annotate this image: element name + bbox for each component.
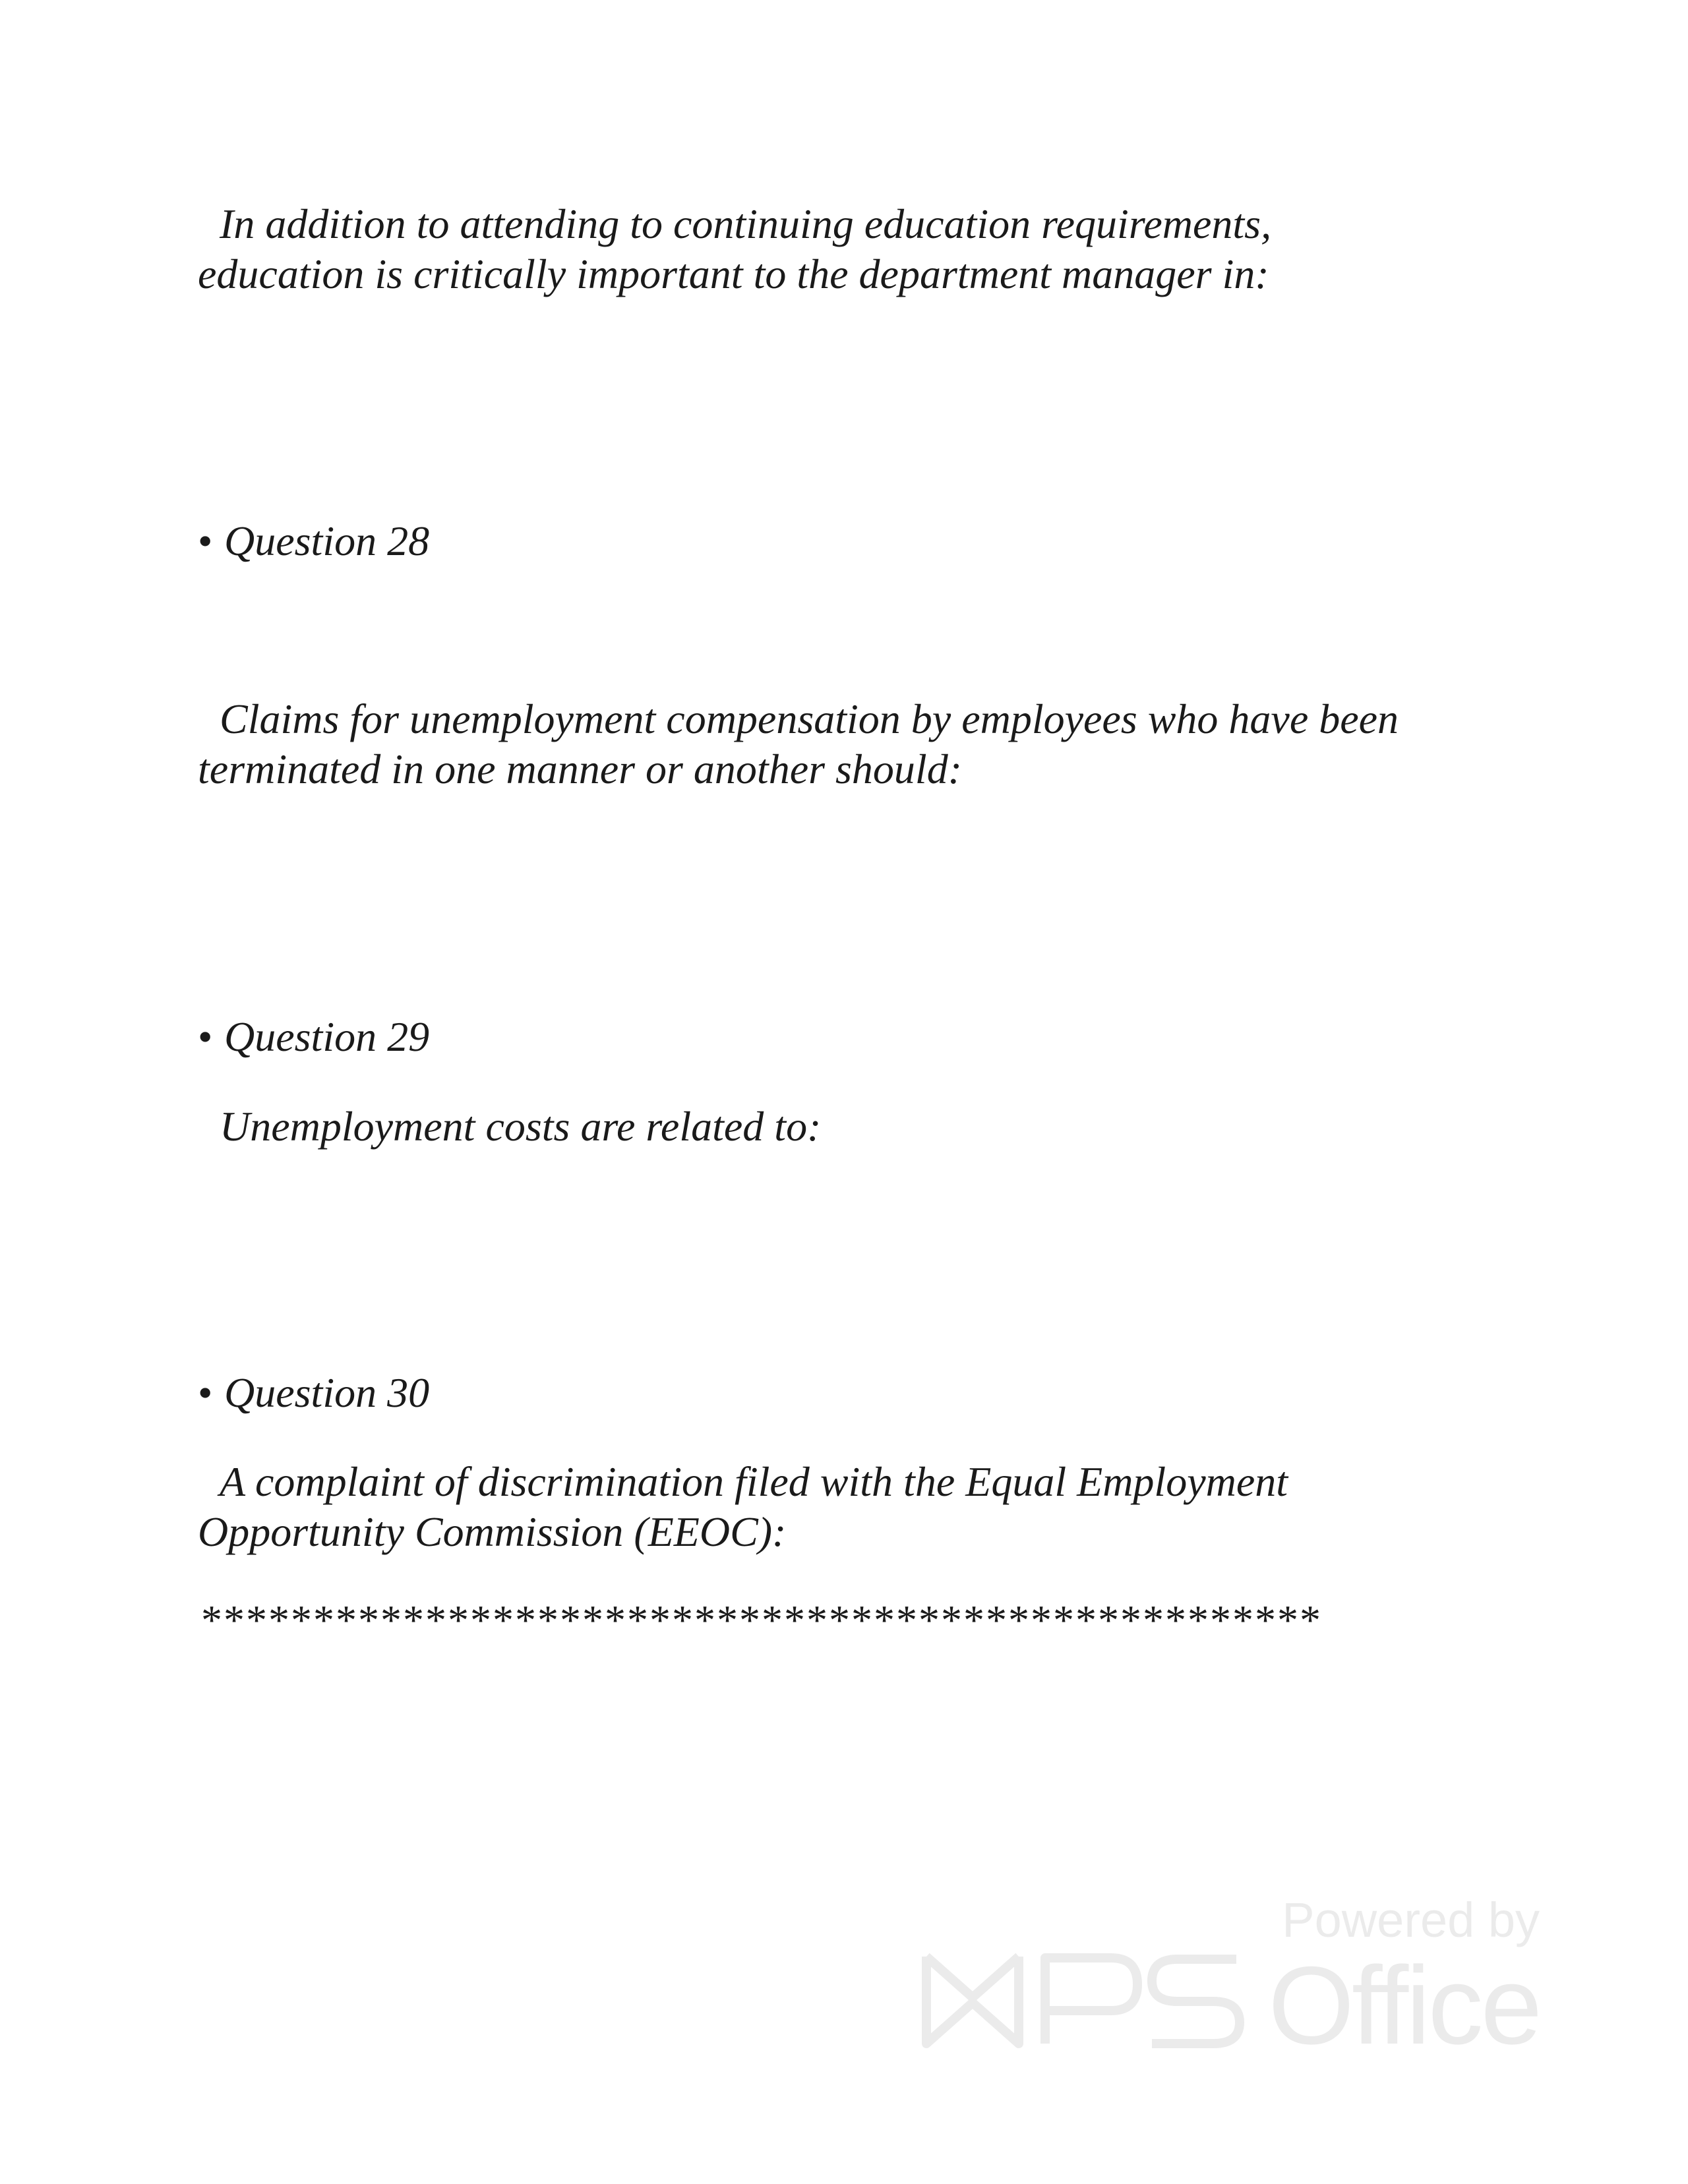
wps-office-logo [920, 1885, 1553, 2057]
question-heading: Question 29 [224, 1013, 430, 1060]
paragraph-line: A complaint of discrimination filed with the Equal Employment [220, 1458, 1288, 1505]
bullet-marker: • [198, 1369, 213, 1416]
question-heading: Question 30 [224, 1369, 430, 1416]
office-wordmark: Office [1268, 1943, 1540, 2057]
bullet-marker: • [198, 1013, 213, 1060]
paragraph-line: Unemployment costs are related to: [220, 1103, 822, 1150]
powered-by-label: Powered by [1282, 1893, 1540, 1947]
bullet-marker: • [198, 517, 213, 564]
question-heading: Question 28 [224, 517, 430, 564]
wps-mark-icon [926, 1957, 1240, 2044]
asterisk-separator: ************************************************** [201, 1597, 1322, 1643]
paragraph-line: In addition to attending to continuing education requirements, [220, 200, 1272, 247]
paragraph-line: Claims for unemployment compensation by employees who have been [220, 695, 1399, 742]
paragraph-line: education is critically important to the department manager in: [198, 251, 1269, 297]
paragraph-line: terminated in one manner or another should: [198, 746, 962, 792]
paragraph-line: Opportunity Commission (EEOC): [198, 1508, 787, 1555]
